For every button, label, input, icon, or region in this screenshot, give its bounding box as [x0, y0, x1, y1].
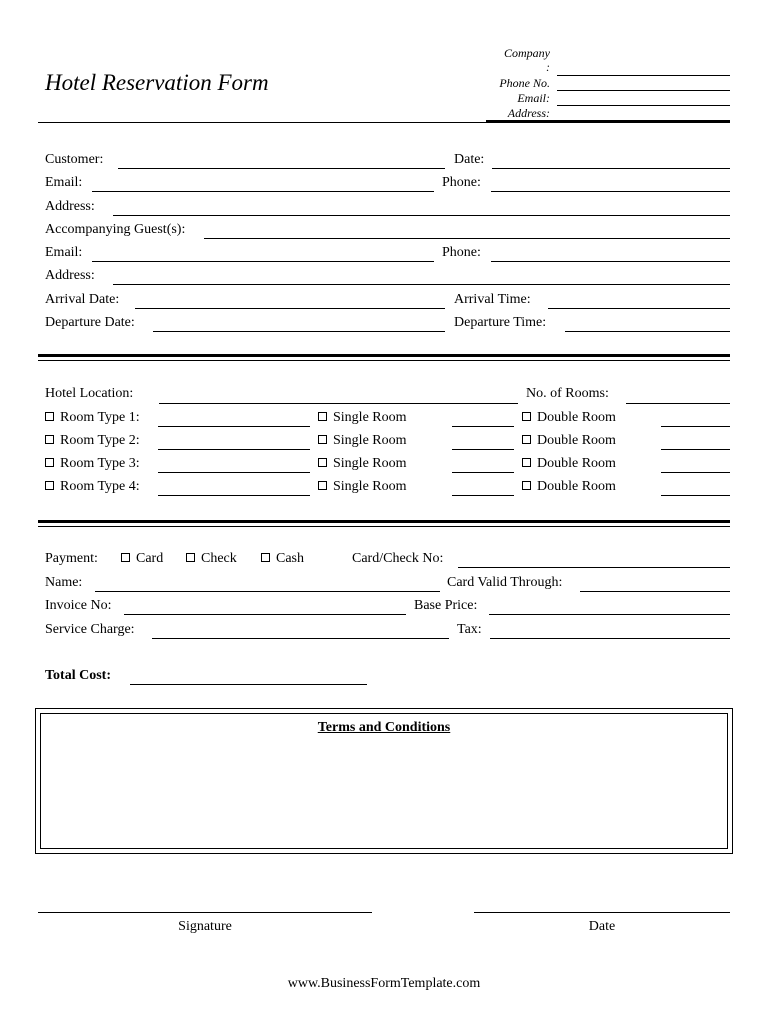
departure-time-label: Departure Time: — [454, 315, 547, 330]
card-label: Card — [136, 551, 164, 566]
company-label: Company — [504, 46, 550, 60]
section-divider-2 — [38, 520, 730, 523]
single-room-checkbox[interactable] — [318, 435, 327, 444]
room-type-field[interactable] — [158, 472, 310, 473]
single-room-label: Single Room — [333, 479, 407, 494]
single-room-label: Single Room — [333, 410, 407, 425]
total-cost-field[interactable] — [130, 684, 367, 685]
section-divider-1b — [38, 360, 730, 361]
room-type-label: Room Type 2: — [60, 433, 140, 448]
card-valid-through-field[interactable] — [580, 591, 730, 592]
date-field[interactable] — [492, 168, 730, 169]
accompanying-guests-label: Accompanying Guest(s): — [45, 222, 186, 237]
name-label: Name: — [45, 575, 83, 590]
single-room-label: Single Room — [333, 456, 407, 471]
room-type-label: Room Type 1: — [60, 410, 140, 425]
departure-date-label: Departure Date: — [45, 315, 135, 330]
guest-phone-label: Phone: — [442, 245, 481, 260]
room-type-checkbox[interactable] — [45, 481, 54, 490]
hotel-location-field[interactable] — [159, 403, 518, 404]
double-room-option[interactable] — [522, 410, 616, 426]
room-type-row[interactable] — [45, 410, 140, 426]
guest-address-field[interactable] — [113, 284, 730, 285]
signature-date-label: Date — [588, 919, 616, 934]
single-room-checkbox[interactable] — [318, 481, 327, 490]
room-type-checkbox[interactable] — [45, 458, 54, 467]
section-divider-2b — [38, 526, 730, 527]
single-room-qty-field[interactable] — [452, 426, 514, 427]
room-type-field[interactable] — [158, 426, 310, 427]
card-check-no-label: Card/Check No: — [352, 551, 444, 566]
double-room-qty-field[interactable] — [661, 495, 730, 496]
single-room-qty-field[interactable] — [452, 472, 514, 473]
room-type-row[interactable] — [45, 456, 140, 472]
accompanying-guests-field[interactable] — [204, 238, 730, 239]
form-title: Hotel Reservation Form — [45, 70, 269, 95]
company-phone-field[interactable] — [557, 90, 730, 91]
card-check-no-field[interactable] — [458, 567, 730, 568]
guest-address-label: Address: — [45, 268, 95, 283]
double-room-checkbox[interactable] — [522, 435, 531, 444]
payment-card-option[interactable] — [121, 551, 163, 567]
no-of-rooms-field[interactable] — [626, 403, 730, 404]
company-email-label: Email: — [517, 91, 550, 105]
phone-field[interactable] — [491, 191, 730, 192]
single-room-option[interactable] — [318, 433, 407, 449]
single-room-option[interactable] — [318, 456, 407, 472]
room-type-field[interactable] — [158, 449, 310, 450]
guest-phone-field[interactable] — [491, 261, 730, 262]
single-room-option[interactable] — [318, 410, 407, 426]
arrival-date-field[interactable] — [135, 308, 445, 309]
phone-label: Phone: — [442, 175, 481, 190]
hotel-location-label: Hotel Location: — [45, 386, 134, 401]
email-field[interactable] — [92, 191, 434, 192]
single-room-qty-field[interactable] — [452, 449, 514, 450]
single-room-label: Single Room — [333, 433, 407, 448]
card-checkbox[interactable] — [121, 553, 130, 562]
double-room-qty-field[interactable] — [661, 426, 730, 427]
date-label: Date: — [454, 152, 485, 167]
signature-date-line[interactable] — [474, 912, 730, 913]
signature-label: Signature — [178, 919, 232, 934]
double-room-option[interactable] — [522, 433, 616, 449]
address-label: Address: — [45, 199, 95, 214]
check-label: Check — [201, 551, 237, 566]
invoice-no-label: Invoice No: — [45, 598, 112, 613]
company-address-label: Address: — [507, 106, 550, 120]
payment-cash-option[interactable] — [261, 551, 304, 567]
arrival-date-label: Arrival Date: — [45, 292, 120, 307]
single-room-checkbox[interactable] — [318, 412, 327, 421]
check-checkbox[interactable] — [186, 553, 195, 562]
payment-label: Payment: — [45, 551, 98, 566]
service-charge-label: Service Charge: — [45, 622, 135, 637]
cash-label: Cash — [276, 551, 304, 566]
terms-title: Terms and Conditions — [317, 720, 451, 735]
company-email-field[interactable] — [557, 105, 730, 106]
room-type-label: Room Type 3: — [60, 456, 140, 471]
company-colon: : — [546, 60, 550, 74]
arrival-time-field[interactable] — [548, 308, 730, 309]
double-room-option[interactable] — [522, 456, 616, 472]
customer-label: Customer: — [45, 152, 104, 167]
arrival-time-label: Arrival Time: — [454, 292, 531, 307]
payment-check-option[interactable] — [186, 551, 237, 567]
room-type-label: Room Type 4: — [60, 479, 140, 494]
cash-checkbox[interactable] — [261, 553, 270, 562]
no-of-rooms-label: No. of Rooms: — [526, 386, 609, 401]
double-room-qty-field[interactable] — [661, 449, 730, 450]
name-field[interactable] — [95, 591, 440, 592]
room-type-field[interactable] — [158, 495, 310, 496]
double-room-qty-field[interactable] — [661, 472, 730, 473]
service-charge-field[interactable] — [152, 638, 449, 639]
room-type-checkbox[interactable] — [45, 435, 54, 444]
guest-email-label: Email: — [45, 245, 83, 260]
room-type-row[interactable] — [45, 479, 140, 495]
phone-no-label: Phone No. — [499, 76, 550, 90]
single-room-qty-field[interactable] — [452, 495, 514, 496]
header-divider — [38, 122, 730, 123]
base-price-label: Base Price: — [414, 598, 478, 613]
tax-field[interactable] — [490, 638, 730, 639]
total-cost-label: Total Cost: — [45, 668, 111, 683]
room-type-checkbox[interactable] — [45, 412, 54, 421]
double-room-checkbox[interactable] — [522, 412, 531, 421]
invoice-no-field[interactable] — [124, 614, 406, 615]
customer-field[interactable] — [118, 168, 445, 169]
terms-box — [35, 708, 733, 854]
email-label: Email: — [45, 175, 83, 190]
departure-time-field[interactable] — [565, 331, 730, 332]
double-room-checkbox[interactable] — [522, 458, 531, 467]
footer-url: www.BusinessFormTemplate.com — [287, 976, 481, 991]
double-room-label: Double Room — [537, 433, 616, 448]
tax-label: Tax: — [457, 622, 482, 637]
double-room-label: Double Room — [537, 456, 616, 471]
single-room-checkbox[interactable] — [318, 458, 327, 467]
room-type-row[interactable] — [45, 433, 140, 449]
double-room-option[interactable] — [522, 479, 616, 495]
card-valid-through-label: Card Valid Through: — [447, 575, 563, 590]
base-price-field[interactable] — [489, 614, 730, 615]
guest-email-field[interactable] — [92, 261, 434, 262]
single-room-option[interactable] — [318, 479, 407, 495]
terms-inner-border[interactable] — [40, 713, 728, 849]
double-room-checkbox[interactable] — [522, 481, 531, 490]
signature-line[interactable] — [38, 912, 372, 913]
company-field[interactable] — [557, 75, 730, 76]
double-room-label: Double Room — [537, 410, 616, 425]
section-divider-1 — [38, 354, 730, 357]
address-field[interactable] — [113, 215, 730, 216]
double-room-label: Double Room — [537, 479, 616, 494]
departure-date-field[interactable] — [153, 331, 445, 332]
